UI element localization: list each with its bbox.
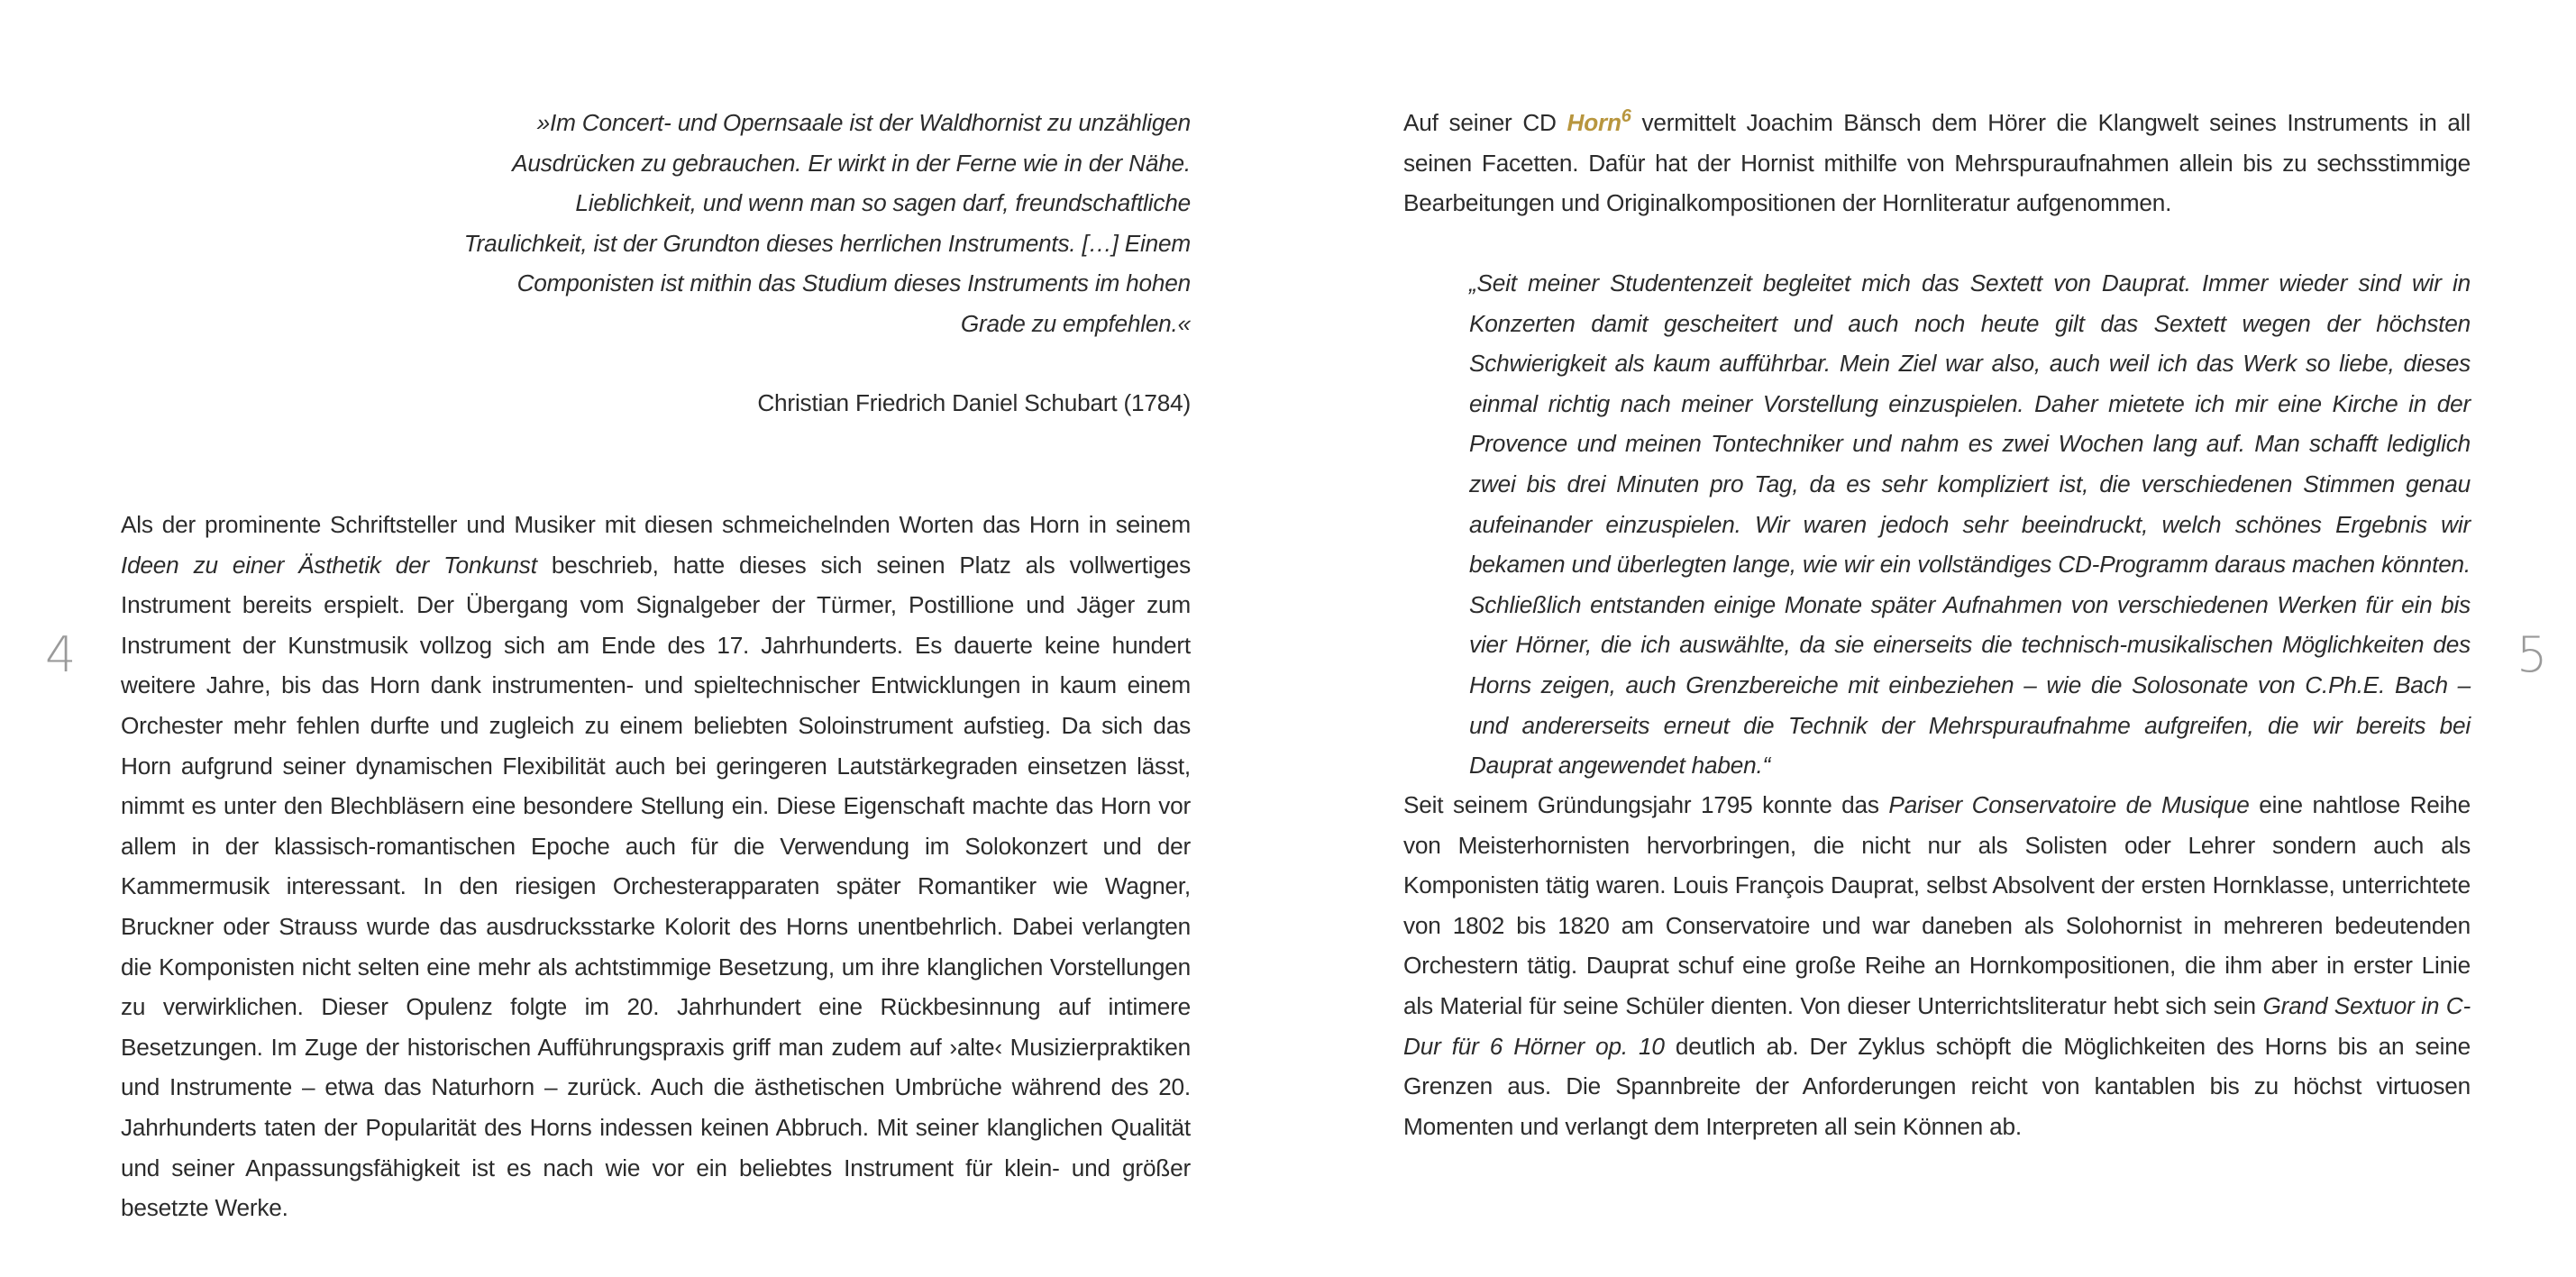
album-name-superscript: 6 — [1621, 106, 1631, 126]
page-number-right: 5 — [2517, 626, 2548, 683]
essay-right-text — [1403, 785, 2471, 1146]
page-number-left: 4 — [45, 626, 77, 683]
motto-quote — [451, 103, 1191, 344]
right-page — [1288, 0, 2576, 1277]
essay-left-part1: Als der prominente Schriftsteller und Musiker mit diesen schmeichelnden Worten das Horn in seinem — [121, 511, 1191, 538]
attribution-text: Christian Friedrich Daniel Schubart (1784) — [757, 389, 1191, 416]
essay-right-part3: deutlich ab. Der Zyklus schöpft die Möglichkeiten des Horns bis an seine Grenzen aus. Die Spannbreite der Anforderungen reicht von kantablen bis zu höchst virtuosen Momenten und verlangt dem Interpreten all sein Können ab. — [1403, 1032, 2471, 1140]
essay-paragraph-right — [1403, 785, 2471, 1146]
essay-right-institution: Pariser Conservatoire de Musique — [1888, 791, 2250, 818]
motto-text: »Im Concert- und Opernsaale ist der Waldhornist zu unzähligen Ausdrücken zu gebrauchen. Er wirkt in der Ferne wie in der Nähe. Lieblichkeit, und wenn man so sagen darf, freundschaftliche Traulichkeit, ist der Grundton dieses herrlichen Instruments. […] Einem Componisten ist mithin das Studium dieses Instruments im hohen Grade zu empfehlen.« — [463, 109, 1191, 337]
artist-quote-text: „Seit meiner Studentenzeit begleitet mich das Sextett von Dauprat. Immer wieder sind wir in Konzerten damit gescheitert und auch noch heute gilt das Sextett wegen der höchsten Schwierigkeit als kaum aufführbar. Mein Ziel war also, auch weil ich das Werk so liebe, dieses einmal richtig nach meiner Vorstellung einzuspielen. Daher mietete ich mir eine Kirche in der Provence und meinen Tontechniker und nahm es zwei Wochen lang auf. Man schafft lediglich zwei bis drei Minuten pro Tag, da es sehr kompliziert ist, die verschiedenen Stimmen genau aufeinander einzuspielen. Wir waren jedoch sehr beeindruckt, welch schönes Ergebnis wir bekamen und überlegten lange, wie wir ein vollständiges CD-Programm daraus machen könnten. Schließlich entstanden einige Monate später Aufnahmen von verschiedenen Werken für ein bis vier Hörner, die ich auswählte, da sie einerseits die technisch-musikalischen Möglichkeiten des Horns zeigen, auch Grenzbereiche mit einbeziehen – wie die Solosonate von C.Ph.E. Bach – und andererseits erneut die Technik der Mehrspuraufnahme aufgreifen, die wir bereits bei Dauprat angewendet haben.“ — [1469, 269, 2471, 780]
essay-left-part2: beschrieb, hatte dieses sich seinen Platz als vollwertiges Instrument bereits erspielt. Der Übergang vom Signalgeber der Türmer, Postillione und Jäger zum Instrument der Kunstmusik vollzog sich am Ende des 17. Jahrhunderts. Es dauerte keine hundert weitere Jahre, bis das Horn dank instrumenten- und spieltechnischer Entwicklungen in kaum einem Orchester mehr fehlen durfte und zugleich zu einem beliebten Soloinstrument aufstieg. Da sich das Horn aufgrund seiner dynamischen Flexibilität auch bei geringeren Lautstärkegraden einsetzen lässt, nimmt es unter den Blechbläsern eine besondere Stellung ein. Diese Eigenschaft machte das Horn vor allem in der klassisch-romantischen Epoche auch für die Verwendung im Solokonzert und der Kammermusik interessant. In den riesigen Orchesterapparaten später Romantiker wie Wagner, Bruckner oder Strauss wurde das ausdrucksstarke Kolorit des Horns unentbehrlich. Dabei verlangten die Komponisten nicht selten eine mehr als achtstimmige Besetzung, um ihre klanglichen Vorstellungen zu verwirklichen. Dieser Opulenz folgte im 20. Jahrhundert eine Rückbesinnung auf intimere Besetzungen. Im Zuge der historischen Aufführungspraxis griff man zudem auf ›alte‹ Musizierpraktiken und Instrumente – etwa das Naturhorn – zurück. Auch die ästhetischen Umbrüche während des 20. Jahrhunderts taten der Popularität des Horns indessen keinen Abbruch. Mit seiner klanglichen Qualität und seiner Anpassungsfähigkeit ist es nach wie vor ein beliebtes Instrument für klein- und größer besetzte Werke. — [121, 551, 1191, 1222]
intro-paragraph — [1403, 103, 2471, 223]
intro-prefix: Auf seiner CD — [1403, 109, 1567, 136]
album-name — [1567, 106, 1631, 136]
motto-attribution — [631, 383, 1191, 424]
intro-suffix: vermittelt Joachim Bänsch dem Hörer die Klangwelt seines Instruments in all seinen Facetten. Dafür hat der Hornist mithilfe von Mehrspuraufnahmen allein bis zu sechsstimmige Bearbeitungen und Originalkompositionen der Hornliteratur aufgenommen. — [1403, 109, 2471, 217]
intro-text — [1403, 103, 2471, 223]
artist-quote — [1469, 263, 2471, 786]
essay-right-part1: Seit seinem Gründungsjahr 1795 konnte das — [1403, 791, 1889, 818]
essay-right-work-title: Grand Sextuor in C-Dur für 6 Hörner op. 10 — [1403, 991, 2471, 1060]
album-name-text: Horn — [1567, 109, 1621, 136]
essay-left-text — [121, 505, 1191, 1228]
essay-right-part2: eine nahtlose Reihe von Meisterhornisten hervorbringen, die nicht nur als Solisten oder Lehrer sondern auch als Komponisten tätig waren. Louis François Dauprat, selbst Absolvent der ersten Hornklasse, unterrichtete von 1802 bis 1820 am Conservatoire und war daneben als Solohornist in mehreren bedeutenden Orchestern tätig. Dauprat schuf eine große Reihe an Hornkompositionen, die ihm aber in erster Linie als Material für seine Schüler dienten. Von dieser Unterrichtsliteratur hebt sich sein — [1403, 791, 2471, 1019]
essay-left-work-title: Ideen zu einer Ästhetik der Tonkunst — [121, 551, 537, 579]
essay-paragraph-left — [121, 505, 1191, 1228]
